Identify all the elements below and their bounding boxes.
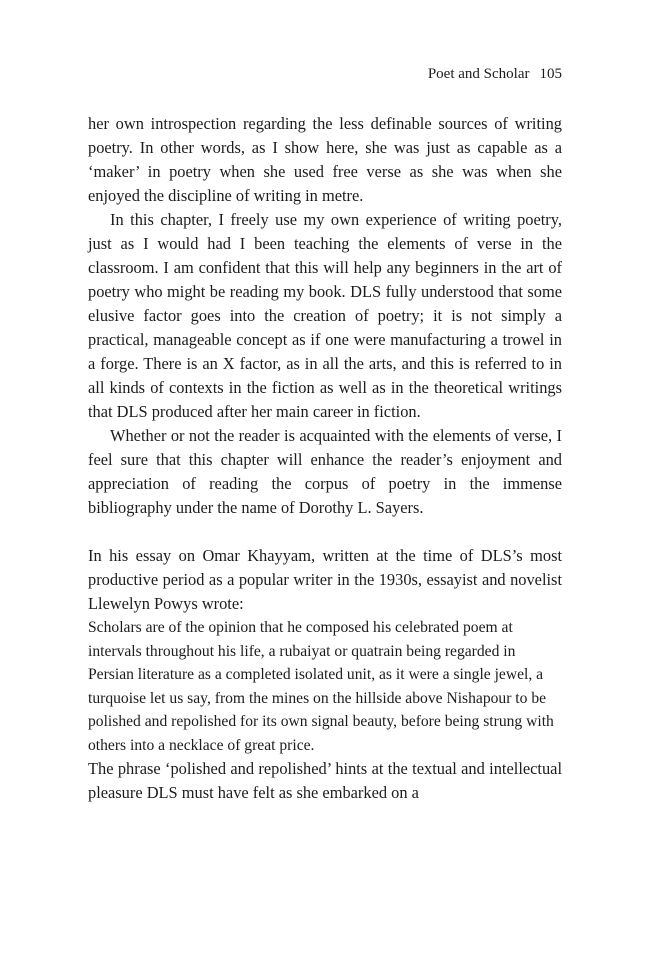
section-break — [88, 520, 562, 544]
paragraph-5: The phrase ‘polished and repolished’ hints at the textual and intellectual pleasure DLS must have felt as she embarked on a — [88, 759, 562, 802]
running-header — [428, 65, 562, 83]
body-text — [88, 112, 562, 805]
paragraph-1: her own introspection regarding the less definable sources of writing poetry. In other words, as I show here, she was just as capable as a ‘maker’ in poetry when she used free verse as she was when she enjoyed the discipline of writing in metre. — [88, 114, 562, 205]
block-quote: Scholars are of the opinion that he composed his celebrated poem at intervals throughout his life, a rubaiyat or quatrain being regarded in Persian literature as a completed isolated unit, as it were a single jewel, a turquoise let us say, from the mines on the hillside above Nishapour to be polished and repolished for its own signal beauty, before being strung with others into a necklace of great price. — [88, 619, 554, 754]
paragraph-3: Whether or not the reader is acquainted with the elements of verse, I feel sure that this chapter will enhance the reader’s enjoyment and appreciation of reading the corpus of poetry in the immense bibliography under the name of Dorothy L. Sayers. — [88, 426, 562, 517]
running-title: Poet and Scholar — [427, 66, 530, 82]
paragraph-4: In his essay on Omar Khayyam, written at the time of DLS’s most productive period as a popular writer in the 1930s, essayist and novelist Llewelyn Powys wrote: — [88, 546, 562, 613]
page-number: 105 — [539, 66, 562, 82]
paragraph-2: In this chapter, I freely use my own experience of writing poetry, just as I would had I been teaching the elements of verse in the classroom. I am confident that this will help any beginners in the art of poetry who might be reading my book. DLS fully understood that some elusive factor goes into the creation of poetry; it is not simply a practical, manageable concept as if one were manufacturing a trowel in a forge. There is an X factor, as in all the arts, and this is referred to in all kinds of contexts in the fiction as well as in the theoretical writings that DLS produced after her main career in fiction. — [88, 210, 562, 421]
